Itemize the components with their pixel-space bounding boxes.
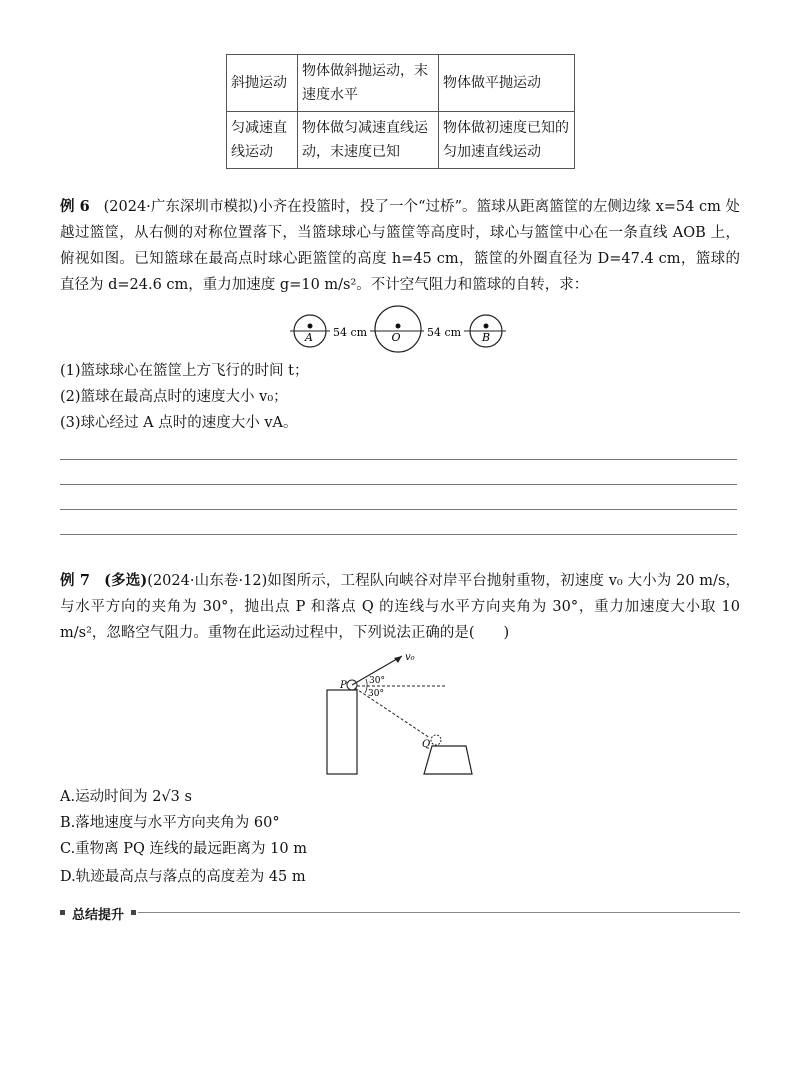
answer-line	[60, 509, 737, 510]
hoop-circle	[375, 306, 421, 352]
example6-questions	[60, 358, 740, 436]
left-cliff	[327, 690, 357, 774]
table-cell: 匀减速直线运动	[227, 112, 298, 169]
question-item: (3)球心经过 A 点时的速度大小 vA。	[60, 415, 298, 431]
label-a: A	[305, 331, 313, 344]
angle-up-label: 30°	[369, 676, 385, 686]
canyon-projectile-figure	[322, 650, 482, 778]
label-o: O	[391, 331, 401, 344]
table-cell: 斜抛运动	[227, 55, 298, 112]
example6-text: 小齐在投篮时，投了一个“过桥”。篮球从距离篮筐的左侧边缘 x=54 cm 处越过篮筐，从右侧的对称位置落下，当篮球球心与篮筐等高度时，球心与篮筐中心在一条直线 AOB 上，俯视如图。已知篮球在最高点时球心距篮筐的高度 h=45 cm，篮筐的外圈直径为 D=47.4 cm，篮球的直径为 d=24.6 cm，重力加速度 g=10 m/s²。不计空气阻力和篮球的自转，求：	[60, 199, 740, 293]
label-v0: v₀	[405, 652, 415, 663]
summary-title: 总结提升	[72, 908, 125, 923]
angle-down-label: 30°	[368, 689, 384, 699]
right-platform	[424, 746, 472, 774]
dist-left-label: 54 cm	[332, 326, 368, 339]
question-item: (1)篮球球心在篮筐上方飞行的时间 t；	[60, 363, 309, 379]
summary-bullet	[131, 910, 136, 915]
example7-label: 例 7	[60, 572, 90, 589]
example6-label: 例 6	[60, 198, 90, 215]
comparison-table	[226, 54, 575, 169]
example7-paragraph	[60, 568, 740, 646]
label-p: P	[340, 680, 347, 691]
table-row	[227, 55, 575, 112]
example7-source: (2024·山东卷·12)	[147, 573, 268, 589]
answer-line	[60, 534, 737, 535]
table-row	[227, 112, 575, 169]
example7-text: 如图所示，工程队向峡谷对岸平台抛射重物，初速度 v₀ 大小为 20 m/s，与水平方向的夹角为 30°，抛出点 P 和落点 Q 的连线与水平方向夹角为 30°，重力加速度大小取 10 m/s²，忽略空气阻力。重物在此运动过程中，下列说法正确的是( )	[60, 573, 741, 641]
example7-tag: (多选)	[104, 572, 148, 589]
option-c: C.重物离 PQ 连线的最远距离为 10 m	[60, 841, 307, 857]
dist-right-label: 54 cm	[426, 326, 462, 339]
table-cell: 物体做平抛运动	[439, 55, 575, 112]
summary-divider	[138, 912, 740, 913]
label-q: Q	[422, 739, 431, 750]
answer-line	[60, 459, 737, 460]
question-item: (2)篮球在最高点时的速度大小 v₀；	[60, 389, 288, 405]
option-a: A.运动时间为 2√3 s	[60, 789, 192, 805]
example6-source: (2024·广东深圳市模拟)	[103, 199, 259, 215]
option-d: D.轨迹最高点与落点的高度差为 45 m	[60, 869, 306, 885]
table-cell: 物体做匀减速直线运动，末速度已知	[298, 112, 439, 169]
table-cell: 物体做初速度已知的匀加速直线运动	[439, 112, 575, 169]
label-b: B	[481, 331, 491, 344]
example6-paragraph	[60, 194, 740, 298]
summary-bullet	[60, 910, 65, 915]
answer-line	[60, 484, 737, 485]
table-cell: 物体做斜抛运动，末速度水平	[298, 55, 439, 112]
basket-top-view-figure	[290, 305, 506, 357]
option-b: B.落地速度与水平方向夹角为 60°	[60, 815, 280, 831]
